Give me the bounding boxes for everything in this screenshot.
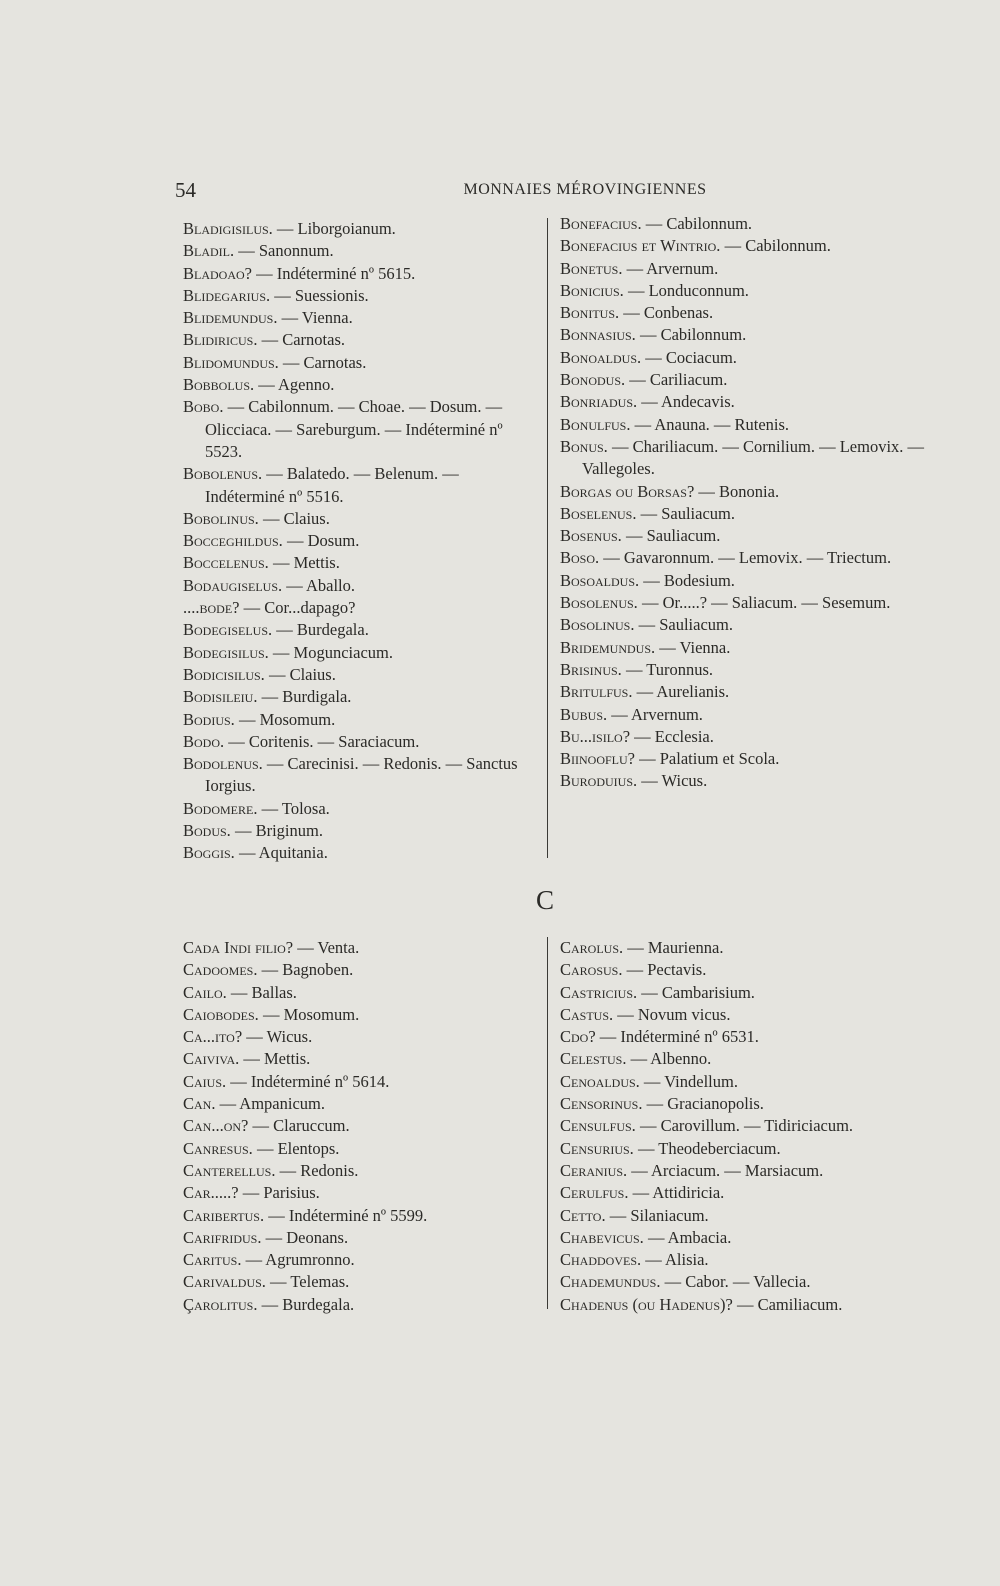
index-entry bbox=[560, 525, 930, 547]
index-entry bbox=[560, 1249, 930, 1271]
entry-name: Bonulfus. bbox=[560, 414, 631, 434]
index-entry bbox=[183, 1026, 533, 1048]
entry-places: — Maurienna. bbox=[623, 938, 724, 957]
entry-places: — Agenno. bbox=[254, 375, 335, 395]
entry-places: — Claruccum. bbox=[248, 1116, 350, 1136]
index-entry bbox=[560, 959, 930, 981]
entry-places: — Carnotas. bbox=[278, 352, 367, 372]
entry-places: — Attidiricia. bbox=[628, 1183, 725, 1203]
index-entry bbox=[183, 552, 533, 574]
entry-places: — Arvernum. bbox=[607, 704, 703, 724]
index-entry bbox=[183, 1182, 533, 1204]
index-entry bbox=[560, 414, 930, 436]
entry-name: Bobolinus. bbox=[183, 508, 259, 528]
entry-name: Brisinus. bbox=[560, 659, 622, 679]
index-entry bbox=[560, 1138, 930, 1160]
entry-places: — Bagnoben. bbox=[257, 960, 354, 980]
entry-name: Carivaldus. bbox=[183, 1272, 266, 1292]
entry-places: — Palatium et Scola. bbox=[635, 749, 780, 769]
entry-places: — Sauliacum. bbox=[621, 526, 721, 546]
index-entry bbox=[560, 1182, 930, 1204]
entry-name: Ca...ito? bbox=[183, 1027, 243, 1047]
entry-places: — Ampanicum. bbox=[215, 1094, 325, 1114]
entry-places: — Wicus. bbox=[637, 771, 708, 791]
entry-name: Bobo. bbox=[183, 397, 224, 417]
index-entry bbox=[183, 1071, 533, 1093]
index-entry bbox=[183, 218, 533, 240]
index-entry bbox=[560, 347, 930, 369]
index-entry bbox=[183, 842, 533, 864]
entry-name: Carifridus. bbox=[183, 1227, 262, 1247]
entry-places: — Ballas. bbox=[226, 982, 297, 1002]
entry-name: Ceranius. bbox=[560, 1160, 628, 1180]
entry-places: — Carecinisi. — Redonis. — Sanctus Iorgius. bbox=[205, 754, 518, 796]
index-entry bbox=[183, 240, 533, 262]
index-entry bbox=[183, 1249, 533, 1271]
entry-name: Bonefacius. bbox=[560, 214, 642, 233]
entry-places: — Agrumronno. bbox=[241, 1250, 355, 1270]
entry-places: — Cariliacum. bbox=[625, 370, 728, 390]
index-entry bbox=[183, 820, 533, 842]
column-b-left bbox=[183, 218, 533, 865]
entry-name: Bonicius. bbox=[560, 280, 624, 300]
index-entry bbox=[183, 959, 533, 981]
index-entry bbox=[183, 285, 533, 307]
entry-name: Blidemundus. bbox=[183, 308, 278, 328]
index-entry bbox=[560, 1093, 930, 1115]
entry-name: Castricius. bbox=[560, 982, 638, 1002]
entry-places: — Alisia. bbox=[641, 1250, 709, 1270]
entry-name: Bodo. bbox=[183, 731, 225, 751]
entry-name: Caritus. bbox=[183, 1250, 242, 1270]
entry-name: Bonitus. bbox=[560, 303, 620, 323]
entry-places: — Wicus. bbox=[242, 1027, 313, 1047]
index-entry bbox=[560, 659, 930, 681]
index-entry bbox=[183, 1048, 533, 1070]
entry-name: Boccelenus. bbox=[183, 553, 269, 573]
index-entry bbox=[560, 1160, 930, 1182]
entry-places: — Silaniacum. bbox=[605, 1205, 709, 1225]
entry-places: — Mettis. bbox=[239, 1049, 311, 1069]
index-entry bbox=[560, 324, 930, 346]
entry-name: Bodomere. bbox=[183, 798, 258, 818]
entry-name: Bonodus. bbox=[560, 370, 626, 390]
index-entry bbox=[560, 503, 930, 525]
entry-places: — Indéterminé nº 5615. bbox=[252, 263, 416, 283]
index-entry bbox=[183, 1093, 533, 1115]
entry-name: Car.....? bbox=[183, 1183, 239, 1203]
index-entry bbox=[183, 619, 533, 641]
entry-name: Cenoaldus. bbox=[560, 1071, 640, 1091]
index-entry bbox=[183, 1160, 533, 1182]
entry-name: Bridemundus. bbox=[560, 637, 656, 657]
entry-places: — Telemas. bbox=[265, 1272, 350, 1292]
entry-places: — Albenno. bbox=[626, 1049, 712, 1069]
index-entry bbox=[183, 575, 533, 597]
index-entry bbox=[560, 1004, 930, 1026]
index-entry bbox=[560, 1294, 930, 1316]
entry-places: — Mosomum. bbox=[258, 1004, 360, 1024]
entry-places: — Burdegala. bbox=[257, 1294, 355, 1314]
entry-name: Buroduius. bbox=[560, 771, 638, 791]
index-entry bbox=[183, 1004, 533, 1026]
index-entry bbox=[560, 681, 930, 703]
entry-places: — Cabor. — Vallecia. bbox=[660, 1272, 811, 1292]
entry-places: — Indéterminé nº 5599. bbox=[264, 1205, 428, 1225]
entry-name: Bosoaldus. bbox=[560, 570, 640, 590]
index-entry bbox=[183, 982, 533, 1004]
entry-name: Bu...isilo? bbox=[560, 726, 631, 746]
entry-name: Cetto. bbox=[560, 1205, 606, 1225]
entry-name: Bodius. bbox=[183, 709, 235, 729]
index-entry bbox=[560, 1071, 930, 1093]
index-entry bbox=[183, 1205, 533, 1227]
column-divider-c bbox=[547, 937, 548, 1309]
entry-name: Caius. bbox=[183, 1071, 227, 1091]
entry-name: Canresus. bbox=[183, 1138, 253, 1158]
entry-places: — Andecavis. bbox=[637, 392, 735, 412]
index-entry bbox=[560, 391, 930, 413]
index-entry bbox=[560, 1026, 930, 1048]
entry-name: Cerulfus. bbox=[560, 1183, 629, 1203]
entry-name: Bonriadus. bbox=[560, 392, 638, 412]
entry-name: Censulfus. bbox=[560, 1116, 636, 1136]
index-entry bbox=[560, 302, 930, 324]
index-entry bbox=[560, 1271, 930, 1293]
entry-places: — Briginum. bbox=[230, 821, 323, 841]
entry-places: — Mosomum. bbox=[234, 709, 336, 729]
entry-name: Bubus. bbox=[560, 704, 608, 724]
index-entry bbox=[560, 1227, 930, 1249]
index-entry bbox=[183, 374, 533, 396]
entry-name: Chabevicus. bbox=[560, 1227, 644, 1247]
entry-name: Chaddoves. bbox=[560, 1250, 642, 1270]
entry-name: Boggis. bbox=[183, 843, 235, 863]
entry-places: — Aballo. bbox=[282, 575, 356, 595]
entry-name: Boselenus. bbox=[560, 503, 637, 523]
entry-places: — Bodesium. bbox=[639, 570, 735, 590]
entry-places: — Cor...dapago? bbox=[239, 598, 356, 618]
entry-places: — Mogunciacum. bbox=[268, 642, 393, 662]
index-entry bbox=[183, 597, 533, 619]
entry-places: — Aquitania. bbox=[234, 843, 328, 863]
entry-name: Bosenus. bbox=[560, 526, 622, 546]
index-entry bbox=[183, 508, 533, 530]
index-entry bbox=[183, 263, 533, 285]
index-entry bbox=[560, 1205, 930, 1227]
index-entry bbox=[560, 481, 930, 503]
index-entry bbox=[183, 798, 533, 820]
entry-places: — Deonans. bbox=[261, 1227, 349, 1247]
entry-places: — Novum vicus. bbox=[613, 1004, 731, 1024]
entry-places: — Liborgoianum. bbox=[272, 219, 396, 238]
index-entry bbox=[560, 436, 930, 481]
entry-places: — Turonnus. bbox=[621, 659, 714, 679]
index-entry bbox=[560, 770, 930, 792]
index-entry bbox=[560, 1115, 930, 1137]
entry-places: — Ambacia. bbox=[643, 1227, 732, 1247]
entry-name: Blidegarius. bbox=[183, 285, 271, 305]
entry-places: — Theodeberciacum. bbox=[633, 1138, 781, 1158]
entry-name: Celestus. bbox=[560, 1049, 627, 1069]
entry-name: Bonnasius. bbox=[560, 325, 636, 345]
index-entry bbox=[183, 1227, 533, 1249]
entry-places: — Sauliacum. bbox=[634, 615, 733, 635]
entry-places: — Arvernum. bbox=[622, 258, 719, 278]
entry-name: Borgas ou Borsas? bbox=[560, 481, 695, 501]
index-entry bbox=[183, 1294, 533, 1316]
index-entry bbox=[560, 637, 930, 659]
index-entry bbox=[183, 1115, 533, 1137]
entry-name: Bladoao? bbox=[183, 263, 252, 283]
entry-places: — Cambarisium. bbox=[637, 982, 755, 1002]
index-entry bbox=[560, 592, 930, 614]
entry-places: — Cociacum. bbox=[641, 347, 737, 367]
entry-places: — Bononia. bbox=[694, 481, 780, 501]
entry-places: — Venta. bbox=[293, 938, 360, 957]
entry-name: Can. bbox=[183, 1094, 216, 1114]
page-number: 54 bbox=[175, 178, 196, 202]
entry-name: Carolus. bbox=[560, 938, 624, 957]
entry-places: — Pectavis. bbox=[622, 960, 707, 980]
entry-name: Canterellus. bbox=[183, 1160, 276, 1180]
index-entry bbox=[183, 664, 533, 686]
entry-name: Bodolenus. bbox=[183, 754, 263, 774]
index-entry bbox=[183, 753, 533, 798]
entry-name: Castus. bbox=[560, 1004, 614, 1024]
entry-places: — Sauliacum. bbox=[636, 503, 735, 523]
entry-places: — Claius. bbox=[264, 664, 336, 684]
entry-places: — Coritenis. — Saraciacum. bbox=[224, 731, 420, 751]
index-entry bbox=[560, 704, 930, 726]
entry-name: Censorinus. bbox=[560, 1094, 643, 1114]
entry-places: — Tolosa. bbox=[257, 798, 330, 818]
entry-places: — Gavaronnum. — Lemovix. — Triectum. bbox=[599, 548, 892, 568]
index-entry bbox=[560, 213, 930, 235]
index-entry bbox=[183, 463, 533, 508]
index-entry bbox=[183, 329, 533, 351]
running-title: MONNAIES MÉROVINGIENNES bbox=[463, 181, 707, 198]
entry-name: Bosolinus. bbox=[560, 615, 635, 635]
index-entry bbox=[183, 642, 533, 664]
entry-places: — Dosum. bbox=[282, 531, 360, 551]
entry-name: Carosus. bbox=[560, 960, 623, 980]
index-entry bbox=[183, 530, 533, 552]
entry-places: — Cabilonnum. — Choae. — Dosum. — Olicciaca. — Sareburgum. — Indéterminé nº 5523. bbox=[205, 397, 503, 461]
entry-name: Blidomundus. bbox=[183, 352, 279, 372]
entry-name: Bodisileiu. bbox=[183, 687, 258, 707]
index-entry bbox=[183, 1271, 533, 1293]
entry-places: — Balatedo. — Belenum. — Indéterminé nº 5516. bbox=[205, 464, 459, 506]
index-entry bbox=[560, 937, 930, 959]
entry-name: Bonus. bbox=[560, 436, 608, 456]
entry-name: Bonefacius et Wintrio. bbox=[560, 236, 721, 256]
index-entry bbox=[560, 748, 930, 770]
section-letter: C bbox=[535, 885, 554, 915]
entry-name: Bodicisilus. bbox=[183, 664, 265, 684]
entry-name: Bodegisilus. bbox=[183, 642, 269, 662]
index-entry bbox=[183, 686, 533, 708]
entry-places: — Sanonnum. bbox=[234, 241, 334, 261]
entry-name: Bodegiselus. bbox=[183, 620, 273, 640]
entry-places: — Cabilonnum. bbox=[641, 214, 753, 233]
entry-places: — Elentops. bbox=[252, 1138, 340, 1158]
entry-places: — Carovillum. — Tidiriciacum. bbox=[635, 1116, 854, 1136]
entry-name: Blidiricus. bbox=[183, 330, 258, 350]
index-entry bbox=[560, 235, 930, 257]
entry-places: — Suessionis. bbox=[270, 285, 369, 305]
index-entry bbox=[183, 731, 533, 753]
entry-places: — Redonis. bbox=[275, 1160, 359, 1180]
entry-name: Cada Indi filio? bbox=[183, 938, 294, 957]
entry-places: — Aurelianis. bbox=[632, 682, 730, 702]
entry-name: Bobbolus. bbox=[183, 375, 255, 395]
entry-name: Bobolenus. bbox=[183, 464, 263, 484]
entry-name: Cdo? bbox=[560, 1027, 596, 1047]
entry-name: Bodus. bbox=[183, 821, 231, 841]
entry-places: — Anauna. — Rutenis. bbox=[630, 414, 790, 434]
page-header bbox=[175, 178, 835, 208]
entry-name: Chademundus. bbox=[560, 1272, 661, 1292]
entry-name: Boso. bbox=[560, 548, 600, 568]
entry-places: — Claius. bbox=[258, 508, 330, 528]
index-entry bbox=[183, 396, 533, 463]
index-entry bbox=[560, 258, 930, 280]
index-entry bbox=[560, 570, 930, 592]
entry-name: Biinooflu? bbox=[560, 749, 635, 769]
entry-places: — Indéterminé nº 6531. bbox=[595, 1027, 759, 1047]
entry-name: Bocceghildus. bbox=[183, 531, 283, 551]
entry-places: — Mettis. bbox=[268, 553, 340, 573]
index-entry bbox=[183, 352, 533, 374]
index-entry bbox=[183, 1138, 533, 1160]
entry-places: — Londuconnum. bbox=[623, 280, 749, 300]
entry-name: Bladil. bbox=[183, 241, 235, 261]
entry-places: — Cabilonnum. bbox=[720, 236, 831, 256]
entry-places: — Burdigala. bbox=[257, 687, 352, 707]
entry-name: Censurius. bbox=[560, 1138, 634, 1158]
index-entry bbox=[183, 307, 533, 329]
entry-name: Cailo. bbox=[183, 982, 227, 1002]
index-entry bbox=[560, 1048, 930, 1070]
entry-name: Bodaugiselus. bbox=[183, 575, 283, 595]
entry-places: — Indéterminé nº 5614. bbox=[226, 1071, 390, 1091]
index-entry bbox=[183, 937, 533, 959]
entry-places: — Ecclesia. bbox=[630, 726, 714, 746]
entry-places: — Carnotas. bbox=[257, 330, 345, 350]
entry-places: — Vindellum. bbox=[639, 1071, 738, 1091]
index-entry bbox=[560, 726, 930, 748]
entry-places: — Chariliacum. — Cornilium. — Lemovix. — Vallegoles. bbox=[582, 436, 925, 479]
entry-places: — Parisius. bbox=[238, 1183, 320, 1203]
column-b-right bbox=[560, 213, 930, 793]
entry-places: — Arciacum. — Marsiacum. bbox=[627, 1160, 824, 1180]
index-entry bbox=[560, 982, 930, 1004]
column-divider-b bbox=[547, 218, 548, 858]
entry-places: — Conbenas. bbox=[619, 303, 714, 323]
entry-name: ....bode? bbox=[183, 598, 240, 618]
entry-places: — Camiliacum. bbox=[732, 1294, 843, 1314]
index-entry bbox=[560, 369, 930, 391]
entry-name: Can...on? bbox=[183, 1116, 249, 1136]
column-c-left bbox=[183, 937, 533, 1316]
entry-name: Caribertus. bbox=[183, 1205, 265, 1225]
entry-name: Bonetus. bbox=[560, 258, 623, 278]
entry-name: Britulfus. bbox=[560, 682, 633, 702]
entry-name: Çarolitus. bbox=[183, 1294, 258, 1314]
column-c-right bbox=[560, 937, 930, 1316]
entry-name: Bonoaldus. bbox=[560, 347, 642, 367]
entry-places: — Gracianopolis. bbox=[642, 1094, 764, 1114]
entry-name: Caiviva. bbox=[183, 1049, 240, 1069]
entry-name: Bosolenus. bbox=[560, 593, 638, 613]
index-entry bbox=[560, 547, 930, 569]
entry-places: — Cabilonnum. bbox=[635, 325, 747, 345]
entry-name: Cadoomes. bbox=[183, 960, 258, 980]
index-entry bbox=[560, 280, 930, 302]
entry-name: Chadenus (ou Hadenus)? bbox=[560, 1294, 733, 1314]
entry-places: — Vienna. bbox=[655, 637, 731, 657]
entry-places: — Or.....? — Saliacum. — Sesemum. bbox=[637, 593, 891, 613]
index-entry bbox=[560, 614, 930, 636]
index-entry bbox=[183, 709, 533, 731]
entry-name: Bladigisilus. bbox=[183, 219, 273, 238]
entry-name: Caiobodes. bbox=[183, 1004, 259, 1024]
entry-places: — Burdegala. bbox=[272, 620, 369, 640]
entry-places: — Vienna. bbox=[277, 308, 353, 328]
